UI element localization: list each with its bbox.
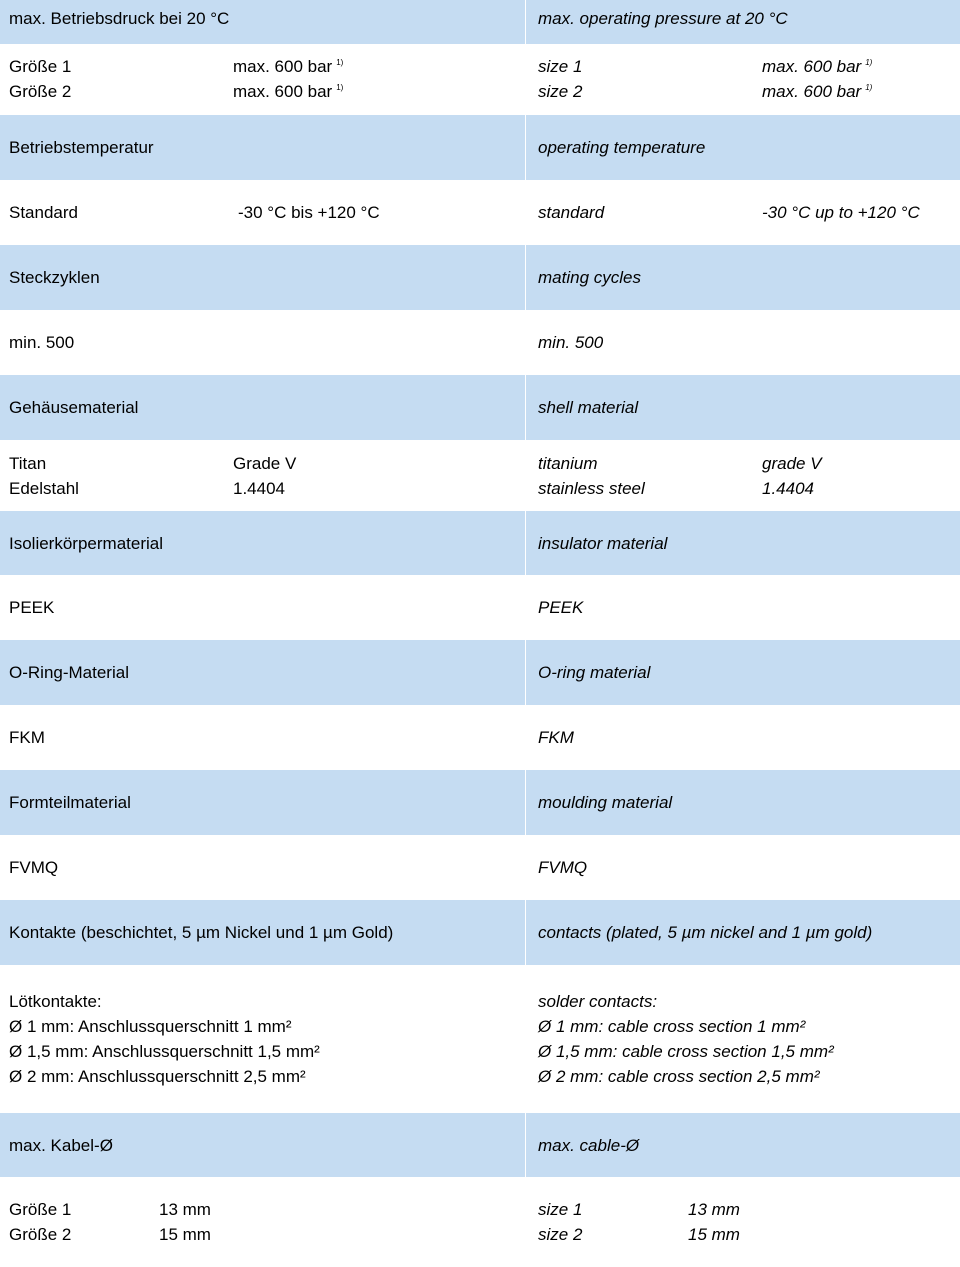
german-header-cell: [9, 900, 514, 965]
section-value-row: [0, 705, 960, 770]
section-header-row: [0, 1113, 960, 1177]
section-value-row: [0, 44, 960, 114]
spec-value: [762, 79, 872, 104]
spec-line: [538, 1039, 956, 1064]
german-header-cell: [9, 640, 514, 705]
spec-line: [9, 1014, 514, 1039]
spec-line: [538, 595, 956, 620]
english-header-cell: [538, 1113, 956, 1177]
section-title: max. operating pressure at 20 °C: [538, 9, 788, 28]
spec-value-text: max. 600 bar: [762, 82, 862, 101]
spec-line: [538, 1197, 956, 1222]
section-header-row: [0, 115, 960, 180]
spec-label: FVMQ: [9, 858, 59, 877]
spec-value-text: Grade V: [233, 453, 297, 473]
german-header-cell: [9, 115, 514, 180]
section-header-row: [0, 900, 960, 965]
section-value-row: [0, 440, 960, 511]
english-header-cell: [538, 245, 956, 310]
spec-label: size 2: [538, 1225, 583, 1244]
spec-value-text: grade V: [762, 453, 822, 473]
section-title: Kontakte (beschichtet, 5 µm Nickel und 1 µm Gold): [9, 923, 394, 942]
spec-value: [233, 476, 285, 501]
column-divider: [525, 245, 526, 310]
german-value-cell: [9, 180, 514, 245]
spec-line: [538, 54, 956, 79]
english-header-cell: [538, 115, 956, 180]
section-title: Steckzyklen: [9, 268, 100, 287]
section-value-row: [0, 965, 960, 1113]
spec-line: [9, 451, 514, 476]
footnote-marker: 1): [865, 83, 873, 92]
german-value-cell: [9, 310, 514, 375]
english-value-cell: [538, 835, 956, 900]
section-title: moulding material: [538, 793, 673, 812]
footnote-marker: 1): [336, 58, 344, 67]
spec-label: Standard: [9, 203, 78, 222]
spec-line: [9, 855, 514, 880]
german-header-cell: [9, 770, 514, 835]
english-value-cell: [538, 310, 956, 375]
section-value-row: [0, 575, 960, 640]
section-title: Gehäusematerial: [9, 398, 139, 417]
spec-value: [762, 200, 920, 225]
german-value-cell: [9, 965, 514, 1113]
english-value-cell: [538, 965, 956, 1113]
spec-value-text: 1.4404: [762, 478, 814, 498]
spec-label: FKM: [538, 728, 574, 747]
spec-label: PEEK: [538, 598, 584, 617]
spec-line: [9, 54, 514, 79]
spec-label: FVMQ: [538, 858, 588, 877]
section-title: Formteilmaterial: [9, 793, 131, 812]
english-value-cell: [538, 44, 956, 114]
german-value-cell: [9, 44, 514, 114]
english-header-cell: [538, 770, 956, 835]
spec-line: [538, 1014, 956, 1039]
english-header-cell: [538, 640, 956, 705]
column-divider: [525, 1113, 526, 1177]
spec-label: PEEK: [9, 598, 55, 617]
spec-line: [538, 451, 956, 476]
spec-line: [538, 989, 956, 1014]
german-value-cell: [9, 1177, 514, 1267]
footnote-marker: 1): [336, 83, 344, 92]
section-header-row: [0, 375, 960, 440]
spec-line: [538, 1222, 956, 1247]
spec-label: Ø 2 mm: cable cross section 2,5 mm²: [538, 1067, 820, 1086]
section-header-row: [0, 245, 960, 310]
spec-line: [9, 1039, 514, 1064]
spec-label: min. 500: [9, 333, 75, 352]
german-header-cell: [9, 0, 514, 44]
column-divider: [525, 0, 526, 44]
spec-value-text: max. 600 bar: [762, 57, 862, 76]
spec-line: [9, 200, 514, 225]
spec-line: [9, 595, 514, 620]
spec-label: Ø 1,5 mm: cable cross section 1,5 mm²: [538, 1042, 834, 1061]
spec-label: solder contacts:: [538, 992, 658, 1011]
section-value-row: [0, 310, 960, 375]
english-header-cell: [538, 375, 956, 440]
section-title: insulator material: [538, 533, 668, 553]
spec-line: [9, 79, 514, 104]
spec-line: [9, 1197, 514, 1222]
spec-label: Lötkontakte:: [9, 992, 102, 1011]
english-value-cell: [538, 705, 956, 770]
spec-label: Ø 1,5 mm: Anschlussquerschnitt 1,5 mm²: [9, 1042, 320, 1061]
spec-value-text: 15 mm: [688, 1225, 740, 1244]
spec-line: [9, 476, 514, 501]
spec-value: [233, 54, 343, 79]
column-divider: [525, 115, 526, 180]
spec-label: Größe 1: [9, 57, 72, 76]
spec-value-text: 13 mm: [159, 1200, 211, 1219]
spec-value: [159, 1197, 211, 1222]
spec-value-text: -30 °C bis +120 °C: [238, 203, 380, 222]
spec-label: size 1: [538, 57, 583, 76]
section-value-row: [0, 1177, 960, 1267]
spec-label: Größe 1: [9, 1200, 72, 1219]
english-value-cell: [538, 575, 956, 640]
spec-line: [538, 476, 956, 501]
section-title: Isolierkörpermaterial: [9, 533, 163, 553]
section-title: max. Betriebsdruck bei 20 °C: [9, 9, 230, 28]
spec-label: Ø 2 mm: Anschlussquerschnitt 2,5 mm²: [9, 1067, 306, 1086]
spec-label: FKM: [9, 728, 45, 747]
english-header-cell: [538, 0, 956, 44]
spec-line: [538, 330, 956, 355]
column-divider: [525, 640, 526, 705]
spec-label: Größe 2: [9, 1225, 72, 1244]
section-title: operating temperature: [538, 138, 706, 157]
section-header-row: [0, 0, 960, 44]
spec-value-text: max. 600 bar: [233, 82, 333, 101]
section-value-row: [0, 835, 960, 900]
spec-value: [233, 79, 343, 104]
column-divider: [525, 375, 526, 440]
spec-label: min. 500: [538, 333, 604, 352]
column-divider: [525, 511, 526, 575]
section-title: contacts (plated, 5 µm nickel and 1 µm gold): [538, 923, 873, 942]
english-value-cell: [538, 180, 956, 245]
section-title: O-ring material: [538, 663, 651, 682]
section-title: Betriebstemperatur: [9, 138, 154, 157]
spec-line: [9, 1222, 514, 1247]
section-header-row: [0, 640, 960, 705]
spec-value: [762, 476, 814, 501]
spec-label: stainless steel: [538, 478, 645, 498]
german-header-cell: [9, 511, 514, 575]
spec-line: [9, 725, 514, 750]
spec-value-text: -30 °C up to +120 °C: [762, 203, 920, 222]
spec-value-text: 13 mm: [688, 1200, 740, 1219]
german-value-cell: [9, 440, 514, 511]
spec-line: [9, 1064, 514, 1089]
spec-value: [762, 451, 822, 476]
section-value-row: [0, 180, 960, 245]
german-value-cell: [9, 705, 514, 770]
spec-value: [762, 54, 872, 79]
section-title: mating cycles: [538, 268, 641, 287]
spec-line: [538, 855, 956, 880]
german-header-cell: [9, 375, 514, 440]
footnote-marker: 1): [865, 58, 873, 67]
spec-line: [9, 989, 514, 1014]
spec-label: titanium: [538, 453, 598, 473]
spec-value-text: 15 mm: [159, 1225, 211, 1244]
spec-label: Größe 2: [9, 82, 72, 101]
section-title: max. cable-Ø: [538, 1135, 640, 1155]
spec-value: [688, 1197, 740, 1222]
german-value-cell: [9, 575, 514, 640]
spec-label: Ø 1 mm: cable cross section 1 mm²: [538, 1017, 806, 1036]
english-header-cell: [538, 900, 956, 965]
spec-value: [238, 200, 380, 225]
section-header-row: [0, 511, 960, 575]
spec-label: size 2: [538, 82, 583, 101]
english-value-cell: [538, 440, 956, 511]
german-header-cell: [9, 245, 514, 310]
spec-line: [538, 79, 956, 104]
german-header-cell: [9, 1113, 514, 1177]
spec-label: size 1: [538, 1200, 583, 1219]
column-divider: [525, 900, 526, 965]
spec-label: standard: [538, 203, 605, 222]
spec-line: [538, 1064, 956, 1089]
spec-value: [688, 1222, 740, 1247]
section-title: shell material: [538, 398, 639, 417]
section-title: O-Ring-Material: [9, 663, 129, 682]
spec-value: [159, 1222, 211, 1247]
spec-value-text: 1.4404: [233, 478, 285, 498]
spec-line: [538, 725, 956, 750]
spec-value-text: max. 600 bar: [233, 57, 333, 76]
spec-label: Ø 1 mm: Anschlussquerschnitt 1 mm²: [9, 1017, 292, 1036]
german-value-cell: [9, 835, 514, 900]
spec-line: [9, 330, 514, 355]
spec-value: [233, 451, 296, 476]
english-value-cell: [538, 1177, 956, 1267]
english-header-cell: [538, 511, 956, 575]
section-header-row: [0, 770, 960, 835]
spec-label: Titan: [9, 453, 47, 473]
column-divider: [525, 770, 526, 835]
spec-label: Edelstahl: [9, 478, 79, 498]
spec-line: [538, 200, 956, 225]
section-title: max. Kabel-Ø: [9, 1135, 113, 1155]
